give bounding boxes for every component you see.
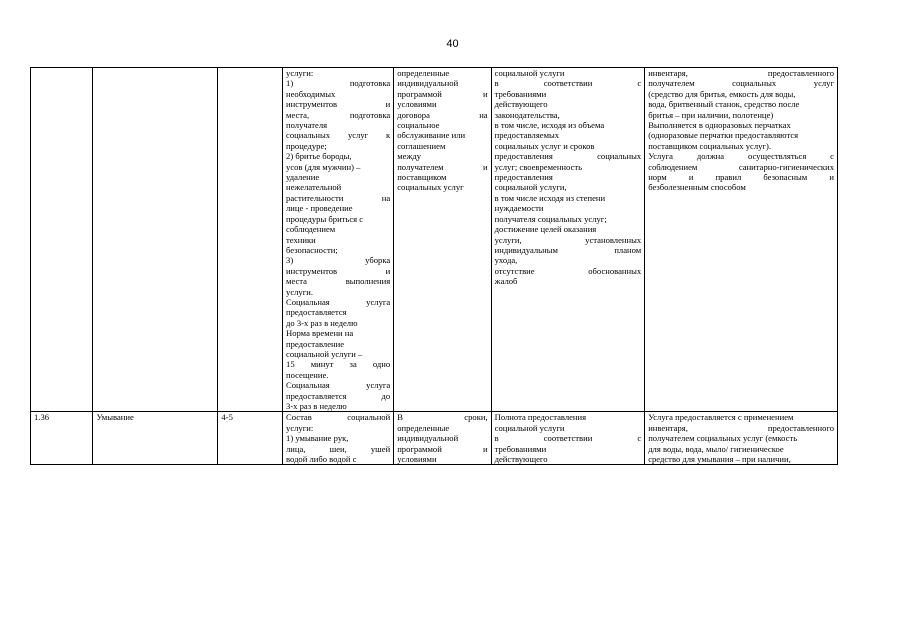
cell-text-line: нуждаемости [494, 203, 544, 214]
service-content-cell [283, 68, 394, 412]
cell-text-line: инвентаря, предоставленного [648, 68, 834, 78]
cell-text-line: лице - проведение [286, 203, 353, 214]
cell-text-line: получателем и [397, 161, 488, 172]
cell-text-line: в соответствии с [494, 433, 642, 444]
cell-text-line: нежелательной [286, 182, 342, 193]
cell-text-line: отсутствие обоснованных [494, 265, 642, 276]
cell-text-line: посещение. [286, 369, 329, 380]
cell-text-line: предоставляется [286, 307, 347, 318]
cell-text-line: Социальная услуга [286, 380, 391, 391]
cell-text-line: получателя [286, 120, 328, 131]
service-number-cell: 1.36 [31, 412, 93, 465]
cell-text-line: предоставляется до [286, 390, 391, 401]
cell-text-line: условиями [397, 99, 437, 110]
cell-text-line: услуг; своевременность [494, 161, 583, 172]
cell-text-line: предоставляемых [494, 130, 560, 141]
table-row [31, 68, 838, 412]
cell-text-line: Полнота предоставления [494, 412, 587, 423]
cell-text-line: норм и правил безопасным и [648, 172, 834, 183]
cell-text-line: удаление [286, 172, 320, 183]
service-terms-cell [394, 68, 491, 412]
table-row [31, 412, 838, 465]
cell-text-line: соглашением [397, 140, 446, 151]
cell-text-line: требованиями [494, 443, 547, 454]
cell-text-line: Состав социальной [286, 412, 391, 423]
cell-text-line: действующего [494, 99, 548, 110]
cell-text-line: социальных услуг к [286, 130, 391, 141]
cell-text-line: ухода, [494, 255, 518, 266]
cell-text-line: законодательства, [494, 109, 560, 120]
cell-text-line: безопасности; [286, 244, 338, 255]
cell-text-line: предоставление [286, 338, 345, 349]
cell-text-line: инструментов и [286, 265, 391, 276]
cell-text-line: социальных услуг [397, 182, 464, 193]
service-conditions-cell [645, 412, 838, 465]
cell-text-line: индивидуальной [397, 78, 459, 89]
service-content-cell [283, 412, 394, 465]
cell-text-line: предоставления социальных [494, 151, 642, 162]
cell-text-line: (средство для бритья, емкость для воды, [648, 88, 796, 99]
cell-text-line: действующего [494, 454, 548, 465]
cell-text-line: определенные [397, 68, 450, 78]
cell-text-line: программой и [397, 88, 488, 99]
cell-text-line: инвентаря, предоставленного [648, 422, 834, 433]
service-name-cell [93, 68, 218, 412]
cell-text-line: усов (для мужчин) – [286, 161, 361, 172]
cell-text-line: бритья – при наличии, полотенце) [648, 109, 774, 120]
cell-text-line: 1) умывание рук, [286, 433, 349, 444]
service-conditions-cell [645, 68, 838, 412]
cell-text-line: определенные [397, 422, 450, 433]
service-code-cell [218, 68, 283, 412]
cell-text-line: процедуре; [286, 140, 327, 151]
cell-text-line: необходимых [286, 88, 336, 99]
cell-text-line: между [397, 151, 422, 162]
cell-text-line: средство для умывания – при наличии, [648, 454, 791, 465]
cell-text-line: требованиями [494, 88, 547, 99]
cell-text-line: социальной услуги, [494, 182, 567, 193]
cell-text-line: лица, шеи, ушей [286, 443, 391, 454]
cell-text-line: 3-х раз в неделю [286, 401, 347, 411]
cell-text-line: места выполнения [286, 276, 391, 287]
cell-text-line: в том числе, исходя из объема [494, 120, 605, 131]
cell-text-line: договора на [397, 109, 488, 120]
cell-text-line: водой либо водой с [286, 454, 357, 465]
service-number-cell [31, 68, 93, 412]
cell-text-line: программой и [397, 443, 488, 454]
cell-text-line: поставщиком социальных услуг). [648, 140, 771, 151]
cell-text-line: услуги: [286, 68, 314, 78]
cell-text-line: услуги, установленных [494, 234, 642, 245]
quality-indicators-cell [491, 68, 645, 412]
cell-text-line: обслуживание или [397, 130, 466, 141]
page-number: 40 [446, 38, 459, 50]
cell-text-line: места, подготовка [286, 109, 391, 120]
cell-text-line: индивидуальной [397, 433, 459, 444]
cell-text-line: для воды, вода, мыло/ гигиеническое [648, 443, 784, 454]
services-table [30, 67, 838, 465]
cell-text-line: до 3-х раз в неделю [286, 317, 358, 328]
cell-text-line: соблюдением санитарно-гигиенических [648, 161, 834, 172]
cell-text-line: индивидуальным планом [494, 244, 642, 255]
cell-text-line: процедуры бриться с [286, 213, 364, 224]
cell-text-line: техники [286, 234, 316, 245]
cell-text-line: получателем социальных услуг [648, 78, 834, 89]
cell-text-line: Социальная услуга [286, 296, 391, 307]
cell-text-line: социальное [397, 120, 440, 131]
cell-text-line: социальных услуг и сроков [494, 140, 595, 151]
cell-text-line: в том числе исходя из степени [494, 192, 606, 203]
cell-text-line: инструментов и [286, 99, 391, 110]
cell-text-line: (одноразовые перчатки предоставляются [648, 130, 799, 141]
cell-text-line: социальной услуги – [286, 348, 363, 359]
cell-text-line: 15 минут за одно [286, 359, 391, 370]
cell-text-line: 2) бритье бороды, [286, 151, 352, 162]
cell-text-line: получателя социальных услуг; [494, 213, 607, 224]
cell-text-line: Услуга предоставляется с применением [648, 412, 794, 423]
cell-text-line: социальной услуги [494, 422, 565, 433]
service-terms-cell [394, 412, 491, 465]
cell-text-line: получателем социальных услуг (емкость [648, 433, 798, 444]
quality-indicators-cell [491, 412, 645, 465]
cell-text-line: в соответствии с [494, 78, 642, 89]
cell-text-line: безболезненным способом [648, 182, 746, 193]
cell-text-line: растительности на [286, 192, 391, 203]
cell-text-line: Норма времени на [286, 328, 354, 339]
cell-text-line: достижение целей оказания [494, 224, 597, 235]
cell-text-line: поставщиком [397, 172, 447, 183]
cell-text-line: 1) подготовка [286, 78, 391, 89]
cell-text-line: условиями [397, 454, 437, 465]
service-name-cell: Умывание [93, 412, 218, 465]
cell-text-line: Выполняется в одноразовых перчатках [648, 120, 791, 131]
cell-text-line: предоставления [494, 172, 553, 183]
cell-text-line: вода, бритвенный станок, средство после [648, 99, 800, 110]
cell-text-line: услуги: [286, 422, 314, 433]
service-code-cell: 4-5 [218, 412, 283, 465]
cell-text-line: услуги. [286, 286, 313, 297]
cell-text-line: жалоб [494, 276, 518, 287]
cell-text-line: В сроки, [397, 412, 488, 423]
cell-text-line: 3) уборка [286, 255, 391, 266]
cell-text-line: Услуга должна осуществляться с [648, 151, 834, 162]
cell-text-line: соблюдением [286, 224, 336, 235]
cell-text-line: социальной услуги [494, 68, 565, 78]
